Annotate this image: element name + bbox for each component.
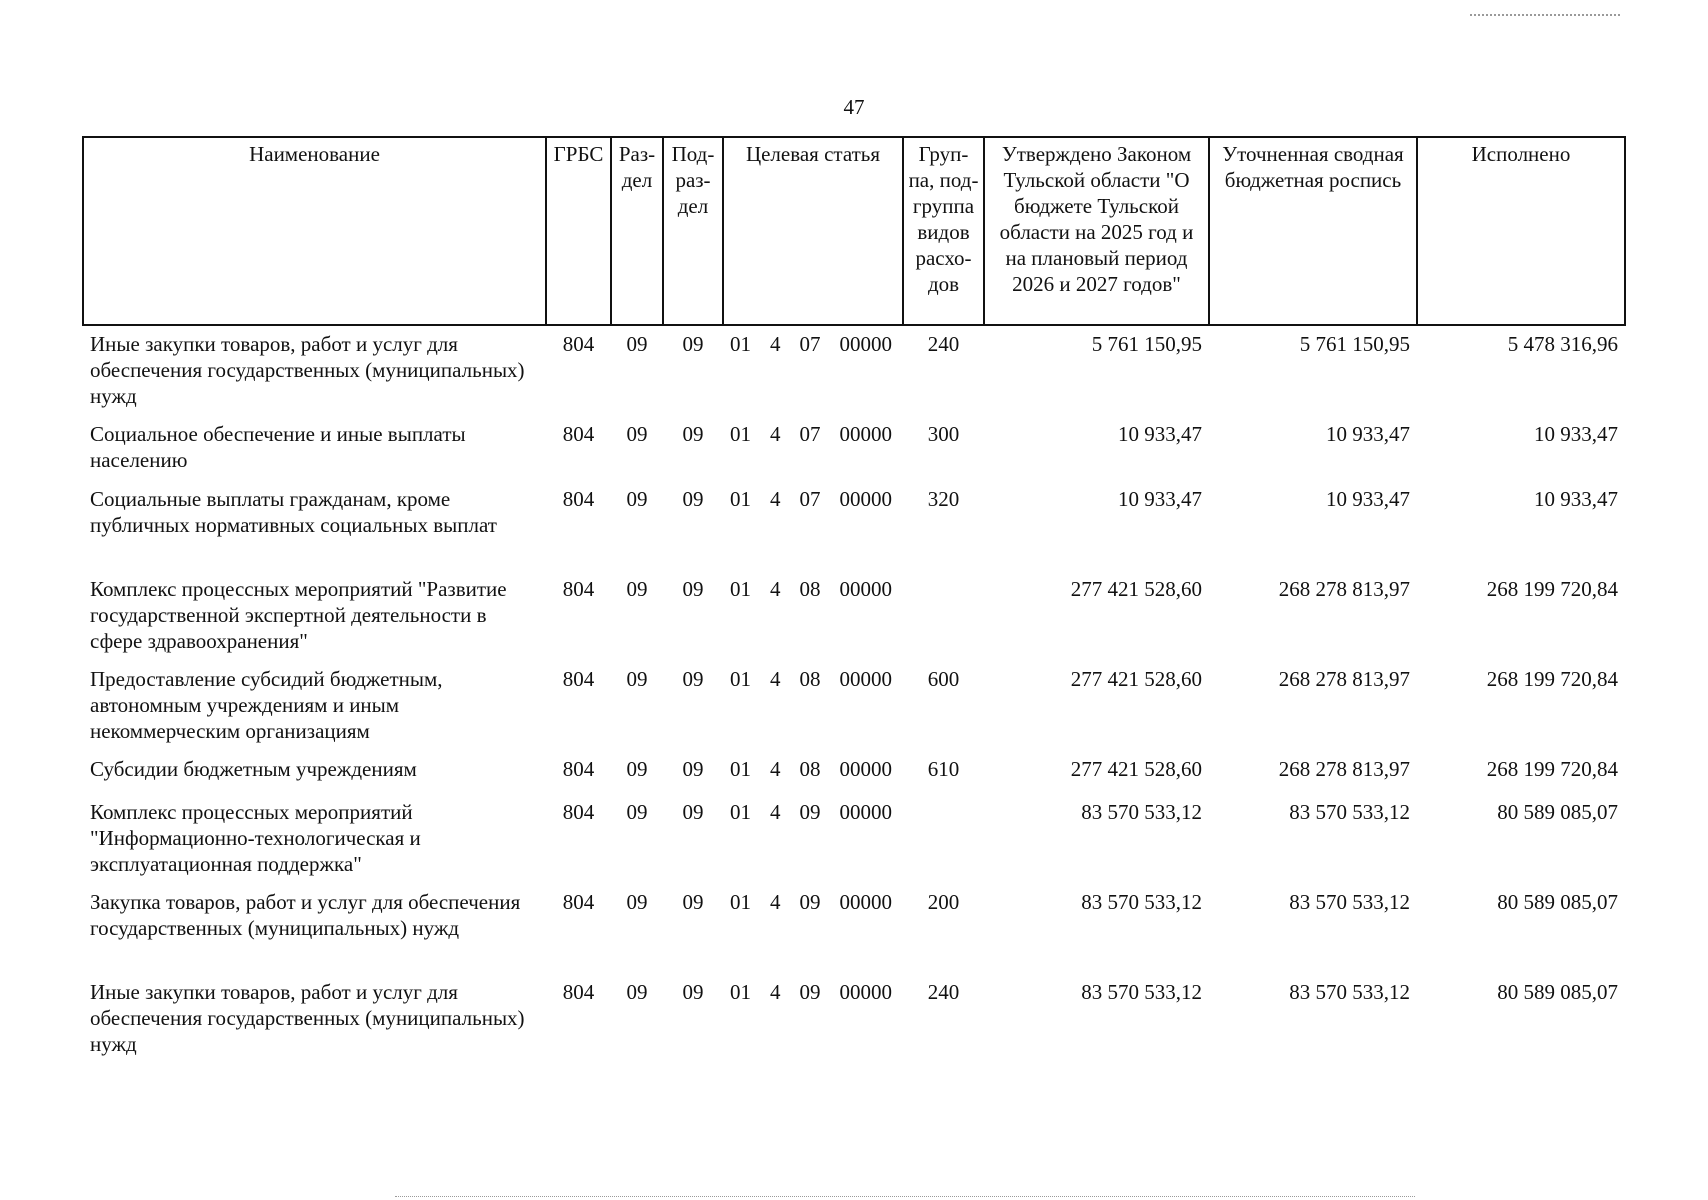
table-row (83, 416, 1625, 481)
header-expense-group: Груп-па, под-группа видов расхо-дов (903, 137, 984, 325)
row-grbs: 804 (562, 487, 595, 511)
target-direction: 00000 (839, 487, 892, 511)
target-element: 09 (799, 980, 821, 1004)
row-target-article (723, 325, 903, 416)
row-podrazdel: 09 (682, 890, 704, 914)
row-refined: 83 570 533,12 (1289, 800, 1410, 824)
target-program: 01 (730, 487, 751, 511)
row-razdel: 09 (626, 422, 648, 446)
target-direction: 00000 (839, 577, 892, 601)
header-target-article: Целевая статья (723, 137, 903, 325)
row-target-article (723, 974, 903, 1064)
target-direction: 00000 (839, 757, 892, 781)
target-program: 01 (730, 577, 751, 601)
table-header (83, 137, 1625, 325)
row-expense-group: 240 (927, 980, 960, 1004)
target-direction: 00000 (839, 980, 892, 1004)
row-name: Комплекс процессных мероприятий "Информационно-технологическая и эксплуатационная поддержка" (90, 800, 421, 876)
row-expense-group (903, 794, 984, 884)
target-direction: 00000 (839, 800, 892, 824)
row-refined: 10 933,47 (1326, 422, 1410, 446)
row-name: Социальные выплаты гражданам, кроме публичных нормативных социальных выплат (90, 487, 497, 537)
row-approved: 83 570 533,12 (1081, 800, 1202, 824)
row-podrazdel: 09 (682, 487, 704, 511)
row-name: Субсидии бюджетным учреждениям (90, 757, 417, 781)
scan-artifact-mark (1470, 14, 1620, 16)
row-podrazdel: 09 (682, 667, 704, 691)
row-podrazdel: 09 (682, 980, 704, 1004)
row-approved: 277 421 528,60 (1070, 667, 1202, 691)
target-type: 4 (770, 667, 781, 691)
row-name: Иные закупки товаров, работ и услуг для обеспечения государственных (муниципальных) нужд (90, 332, 525, 408)
target-direction: 00000 (839, 332, 892, 356)
row-grbs: 804 (562, 667, 595, 691)
table-row (83, 325, 1625, 416)
row-expense-group: 610 (927, 757, 960, 781)
row-grbs: 804 (562, 800, 595, 824)
row-expense-group: 320 (927, 487, 960, 511)
header-podrazdel: Под-раз-дел (663, 137, 723, 325)
row-target-article (723, 481, 903, 571)
row-podrazdel: 09 (682, 332, 704, 356)
target-type: 4 (770, 757, 781, 781)
target-type: 4 (770, 800, 781, 824)
row-target-article (723, 571, 903, 661)
row-refined: 83 570 533,12 (1289, 890, 1410, 914)
target-program: 01 (730, 800, 751, 824)
target-element: 07 (799, 332, 821, 356)
target-type: 4 (770, 980, 781, 1004)
row-executed: 10 933,47 (1534, 422, 1618, 446)
row-grbs: 804 (562, 980, 595, 1004)
row-executed: 80 589 085,07 (1497, 890, 1618, 914)
row-executed: 268 199 720,84 (1486, 757, 1618, 781)
page-number: 47 (843, 95, 865, 119)
target-type: 4 (770, 577, 781, 601)
row-approved: 277 421 528,60 (1070, 577, 1202, 601)
row-refined: 268 278 813,97 (1278, 667, 1410, 691)
table-row (83, 794, 1625, 884)
target-program: 01 (730, 980, 751, 1004)
row-approved: 5 761 150,95 (1091, 332, 1202, 356)
row-approved: 83 570 533,12 (1081, 890, 1202, 914)
scan-artifact-rule (395, 1196, 1415, 1197)
row-razdel: 09 (626, 667, 648, 691)
table-row (83, 661, 1625, 751)
row-executed: 80 589 085,07 (1497, 800, 1618, 824)
table-row (83, 974, 1625, 1064)
header-grbs: ГРБС (546, 137, 611, 325)
table-body (83, 325, 1625, 1064)
target-program: 01 (730, 890, 751, 914)
row-razdel: 09 (626, 980, 648, 1004)
row-name: Иные закупки товаров, работ и услуг для обеспечения государственных (муниципальных) нужд (90, 980, 525, 1056)
row-target-article (723, 884, 903, 974)
row-expense-group: 300 (927, 422, 960, 446)
target-program: 01 (730, 332, 751, 356)
row-podrazdel: 09 (682, 422, 704, 446)
row-refined: 268 278 813,97 (1278, 577, 1410, 601)
row-approved: 10 933,47 (1118, 422, 1202, 446)
header-name: Наименование (83, 137, 546, 325)
table-row (83, 751, 1625, 794)
row-expense-group: 200 (927, 890, 960, 914)
table-row (83, 884, 1625, 974)
row-target-article (723, 751, 903, 794)
row-grbs: 804 (562, 890, 595, 914)
target-type: 4 (770, 487, 781, 511)
row-target-article (723, 794, 903, 884)
row-executed: 80 589 085,07 (1497, 980, 1618, 1004)
target-type: 4 (770, 422, 781, 446)
row-podrazdel: 09 (682, 800, 704, 824)
header-refined: Уточненная сводная бюджетная роспись (1209, 137, 1417, 325)
row-expense-group: 240 (927, 332, 960, 356)
row-name: Социальное обеспечение и иные выплаты населению (90, 422, 466, 472)
row-executed: 268 199 720,84 (1486, 577, 1618, 601)
row-name: Предоставление субсидий бюджетным, автономным учреждениям и иным некоммерческим организациям (90, 667, 443, 743)
row-grbs: 804 (562, 422, 595, 446)
row-razdel: 09 (626, 577, 648, 601)
target-type: 4 (770, 332, 781, 356)
header-executed: Исполнено (1417, 137, 1625, 325)
table-row (83, 571, 1625, 661)
table-row (83, 481, 1625, 571)
row-name: Закупка товаров, работ и услуг для обеспечения государственных (муниципальных) нужд (90, 890, 521, 940)
row-executed: 10 933,47 (1534, 487, 1618, 511)
row-approved: 10 933,47 (1118, 487, 1202, 511)
header-approved: Утверждено Законом Тульской области "О бюджете Тульской области на 2025 год и на плановый период 2026 и 2027 годов" (984, 137, 1209, 325)
target-type: 4 (770, 890, 781, 914)
row-expense-group (903, 571, 984, 661)
row-name: Комплекс процессных мероприятий "Развитие государственной экспертной деятельности в сфере здравоохранения" (90, 577, 507, 653)
target-element: 08 (799, 757, 821, 781)
row-target-article (723, 661, 903, 751)
row-refined: 268 278 813,97 (1278, 757, 1410, 781)
row-refined: 83 570 533,12 (1289, 980, 1410, 1004)
row-expense-group: 600 (927, 667, 960, 691)
row-executed: 268 199 720,84 (1486, 667, 1618, 691)
target-program: 01 (730, 757, 751, 781)
target-direction: 00000 (839, 422, 892, 446)
row-executed: 5 478 316,96 (1507, 332, 1618, 356)
row-razdel: 09 (626, 890, 648, 914)
row-refined: 5 761 150,95 (1299, 332, 1410, 356)
budget-table (82, 136, 1626, 1064)
row-razdel: 09 (626, 332, 648, 356)
target-program: 01 (730, 667, 751, 691)
row-razdel: 09 (626, 757, 648, 781)
target-element: 07 (799, 487, 821, 511)
target-element: 08 (799, 577, 821, 601)
header-razdel: Раз-дел (611, 137, 663, 325)
target-direction: 00000 (839, 667, 892, 691)
row-podrazdel: 09 (682, 757, 704, 781)
target-element: 08 (799, 667, 821, 691)
target-program: 01 (730, 422, 751, 446)
row-podrazdel: 09 (682, 577, 704, 601)
target-element: 09 (799, 800, 821, 824)
row-grbs: 804 (562, 757, 595, 781)
row-approved: 277 421 528,60 (1070, 757, 1202, 781)
row-razdel: 09 (626, 800, 648, 824)
row-target-article (723, 416, 903, 481)
row-refined: 10 933,47 (1326, 487, 1410, 511)
row-razdel: 09 (626, 487, 648, 511)
row-approved: 83 570 533,12 (1081, 980, 1202, 1004)
target-element: 07 (799, 422, 821, 446)
target-direction: 00000 (839, 890, 892, 914)
target-element: 09 (799, 890, 821, 914)
row-grbs: 804 (562, 577, 595, 601)
row-grbs: 804 (562, 332, 595, 356)
